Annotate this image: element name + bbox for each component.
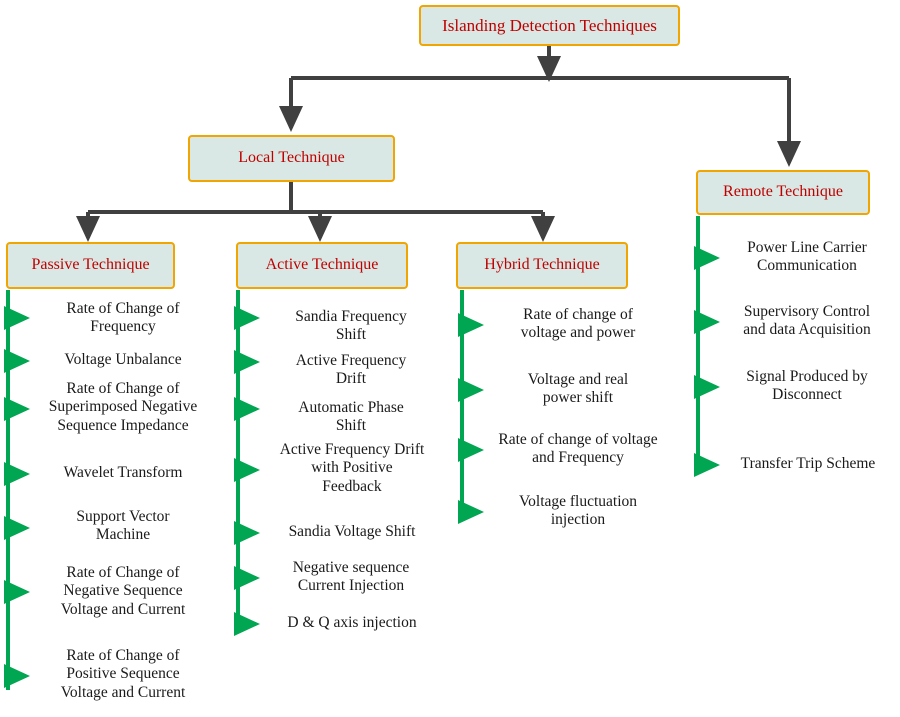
leaf-passive-2: Rate of Change of Superimposed Negative Sequence Impedance (48, 380, 198, 434)
node-remote-technique[interactable] (696, 170, 870, 215)
node-label: Local Technique (238, 149, 345, 167)
leaf-passive-5: Rate of Change of Negative Sequence Voltage and Current (60, 564, 186, 618)
leaf-active-5: Negative sequence Current Injection (292, 559, 410, 595)
leaf-remote-2: Signal Produced by Disconnect (746, 368, 868, 404)
leaf-remote-1: Supervisory Control and data Acquisition (743, 303, 871, 339)
leaf-hybrid-3: Voltage fluctuation injection (518, 493, 638, 529)
leaf-passive-4: Support Vector Machine (76, 508, 170, 544)
leaf-remote-3: Transfer Trip Scheme (740, 455, 876, 472)
leaf-active-0: Sandia Frequency Shift (295, 308, 407, 344)
leaf-passive-1: Voltage Unbalance (64, 351, 182, 368)
node-label: Hybrid Technique (484, 256, 600, 274)
node-label: Islanding Detection Techniques (442, 15, 657, 35)
node-passive-technique[interactable] (6, 242, 175, 289)
leaf-hybrid-2: Rate of change of voltage and Frequency (498, 431, 658, 467)
leaf-active-2: Automatic Phase Shift (298, 399, 404, 435)
node-local-technique[interactable] (188, 135, 395, 182)
leaf-passive-6: Rate of Change of Positive Sequence Voltage and Current (60, 647, 186, 701)
leaf-remote-0: Power Line Carrier Communication (747, 239, 867, 275)
node-hybrid-technique[interactable] (456, 242, 628, 289)
node-label: Remote Technique (723, 183, 843, 201)
node-label: Active Technique (265, 256, 379, 274)
leaf-passive-3: Wavelet Transform (63, 464, 183, 481)
node-active-technique[interactable] (236, 242, 408, 289)
leaf-hybrid-1: Voltage and real power shift (527, 371, 629, 407)
leaf-active-3: Active Frequency Drift with Positive Feedback (279, 441, 425, 495)
node-islanding-detection-techniques[interactable] (419, 5, 680, 46)
leaf-hybrid-0: Rate of change of voltage and power (520, 306, 636, 342)
leaf-passive-0: Rate of Change of Frequency (66, 300, 180, 336)
leaf-active-6: D & Q axis injection (287, 614, 417, 631)
leaf-active-4: Sandia Voltage Shift (288, 523, 416, 540)
node-label: Passive Technique (31, 256, 150, 274)
leaf-active-1: Active Frequency Drift (295, 352, 407, 388)
